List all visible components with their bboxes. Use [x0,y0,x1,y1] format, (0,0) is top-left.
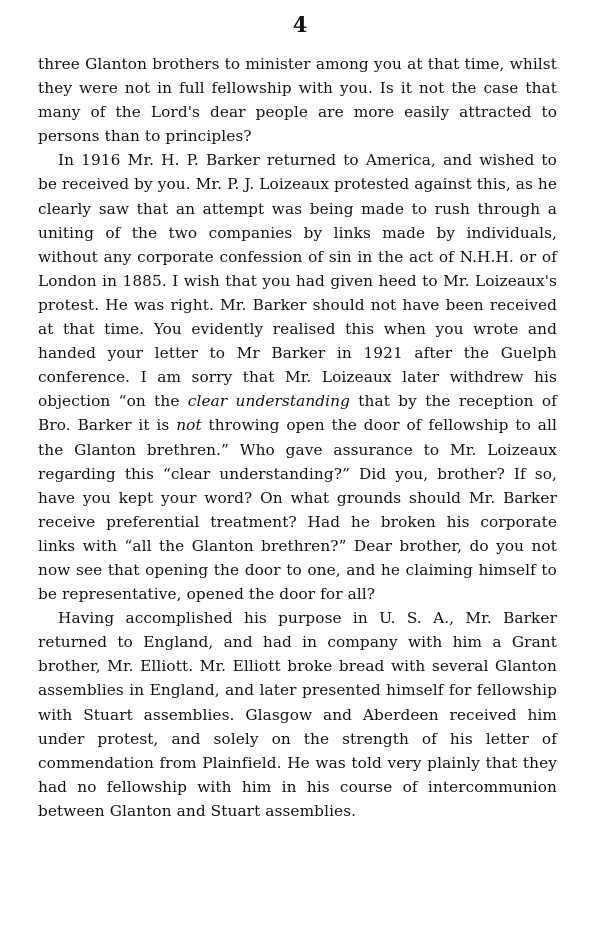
emphasis-not: not [176,416,202,435]
page-number: 4 [292,12,308,37]
paragraph-2-part-1: In 1916 Mr. H. P. Barker returned to America, and wished to be received by you. Mr. P. J. Loizeaux protested against this, as he clearly saw that an attempt was being made to rush through a uniting of the two companies by links made by individuals, without any corporate confession of sin in the act of N.H.H. or of London in 1885. I wish that you had given heed to Mr. Loizeaux's protest. He was right. Mr. Barker should not have been received at that time. You evidently realised this when you wrote and handed your letter to Mr Barker in 1921 after the Guelph conference. I am sorry that Mr. Loizeaux later withdrew his objection “on the [38,151,557,411]
paragraph-2-part-3: throwing open the door of fellowship to all the Glanton brethren.” Who gave assurance to Mr. Loizeaux regarding this “clear understanding?” Did you, brother? If so, have you kept your word? On what grounds should Mr. Barker receive preferential treatment? Had he broken his corporate links with “all the Glanton brethren?” Dear brother, do you not now see that opening the door to one, and he claiming himself to be representative, opened the door for all? [38,416,557,604]
paragraph-1: three Glanton brothers to minister among you at that time, whilst they were not in full fellowship with you. Is it not the case that many of the Lord's dear people are more easily attracted to persons than to principles? [38,55,557,146]
paragraph-3: Having accomplished his purpose in U. S. A., Mr. Barker returned to England, and had in company with him a Grant brother, Mr. Elliott. Mr. Elliott broke bread with several Glanton assemblies in England, and later presented himself for fellowship with Stuart assemblies. Glasgow and Aberdeen received him under protest, and solely on the strength of his letter of commendation from Plainfield. He was told very plainly that they had no fellowship with him in his course of intercommunion between Glanton and Stuart assemblies. [38,609,557,820]
emphasis-clear-understanding: clear understanding [187,392,350,411]
paragraph-2-part-2: that by the reception of Bro. Barker it is [38,392,557,435]
paragraph-2 [38,148,557,606]
body-text [38,52,557,823]
